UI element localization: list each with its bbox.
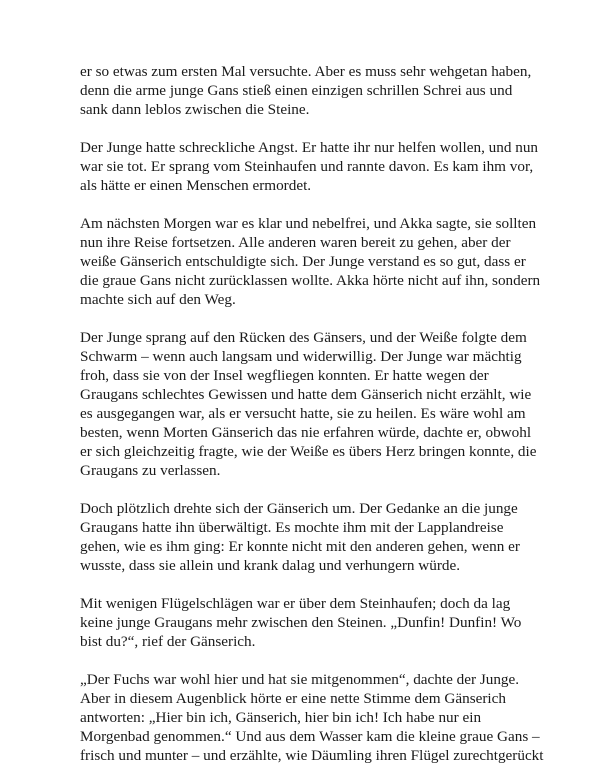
text-line: besten, wenn Morten Gänserich das nie erfahren würde, dachte er, obwohl bbox=[80, 424, 532, 441]
text-line: „Der Fuchs war wohl hier und hat sie mitgenommen“, dachte der Junge. bbox=[80, 671, 520, 688]
text-line: wusste, dass sie allein und krank dalag und verhungern würde. bbox=[80, 557, 461, 574]
text-line: war sie tot. Er sprang vom Steinhaufen und rannte davon. Es kam ihm vor, bbox=[80, 158, 534, 175]
text-line: machte sich auf den Weg. bbox=[80, 291, 236, 308]
text-line: er sich gleichzeitig fragte, wie der Weiße es übers Herz bringen konnte, die bbox=[80, 443, 537, 460]
text-line: froh, dass sie von der Insel wegfliegen konnten. Er hatte wegen der bbox=[80, 367, 489, 384]
text-line: weiße Gänserich entschuldigte sich. Der Junge verstand es so gut, dass er bbox=[80, 253, 526, 270]
text-line: Mit wenigen Flügelschlägen war er über dem Steinhaufen; doch da lag bbox=[80, 595, 511, 612]
text-line: es ausgegangen war, als er versucht hatte, sie zu heilen. Es wäre wohl am bbox=[80, 405, 526, 422]
paragraph-5 bbox=[80, 499, 530, 575]
paragraph-2 bbox=[80, 138, 539, 195]
text-line: Graugans hatte ihn überwältigt. Es mochte ihm mit der Lapplandreise bbox=[80, 519, 504, 536]
text-line: Graugans zu verlassen. bbox=[80, 462, 221, 479]
text-line: Graugans schlechtes Gewissen und hatte dem Gänserich nicht erzählt, wie bbox=[80, 386, 532, 403]
text-line: er so etwas zum ersten Mal versuchte. Aber es muss sehr wehgetan haben, bbox=[80, 63, 532, 80]
text-line: frisch und munter – und erzählte, wie Däumling ihren Flügel zurechtgerückt bbox=[80, 747, 544, 764]
paragraph-4 bbox=[80, 328, 537, 480]
text-line: Morgenbad genommen.“ Und aus dem Wasser kam die kleine graue Gans – bbox=[80, 728, 540, 745]
text-line: Der Junge hatte schreckliche Angst. Er hatte ihr nur helfen wollen, und nun bbox=[80, 139, 539, 156]
text-line: bist du?“, rief der Gänserich. bbox=[80, 633, 256, 650]
text-line: gehen, wie es ihm ging: Er konnte nicht mit den anderen gehen, wenn er bbox=[80, 538, 520, 555]
paragraph-1 bbox=[80, 62, 530, 119]
text-line: die graue Gans nicht zurücklassen wollte. Akka hörte nicht auf ihn, sondern bbox=[80, 272, 541, 289]
paragraph-3 bbox=[80, 214, 541, 309]
text-line: Der Junge sprang auf den Rücken des Gänsers, und der Weiße folgte dem bbox=[80, 329, 527, 346]
text-line: keine junge Graugans mehr zwischen den Steinen. „Dunfin! Dunfin! Wo bbox=[80, 614, 522, 631]
paragraph-7 bbox=[80, 670, 544, 765]
text-line: sank dann leblos zwischen die Steine. bbox=[80, 101, 310, 118]
text-line: als hätte er einen Menschen ermordet. bbox=[80, 177, 312, 194]
text-line: Doch plötzlich drehte sich der Gänserich um. Der Gedanke an die junge bbox=[80, 500, 518, 517]
text-line: denn die arme junge Gans stieß einen einzigen schrillen Schrei aus und bbox=[80, 82, 513, 99]
text-line: Am nächsten Morgen war es klar und nebelfrei, und Akka sagte, sie sollten bbox=[80, 215, 537, 232]
text-line: Aber in diesem Augenblick hörte er eine nette Stimme dem Gänserich bbox=[80, 690, 506, 707]
paragraph-6 bbox=[80, 594, 530, 651]
text-line: nun ihre Reise fortsetzen. Alle anderen waren bereit zu gehen, aber der bbox=[80, 234, 511, 251]
text-line: antworten: „Hier bin ich, Gänserich, hier bin ich! Ich habe nur ein bbox=[80, 709, 482, 726]
document-body bbox=[80, 62, 544, 784]
text-line: Schwarm – wenn auch langsam und widerwillig. Der Junge war mächtig bbox=[80, 348, 522, 365]
